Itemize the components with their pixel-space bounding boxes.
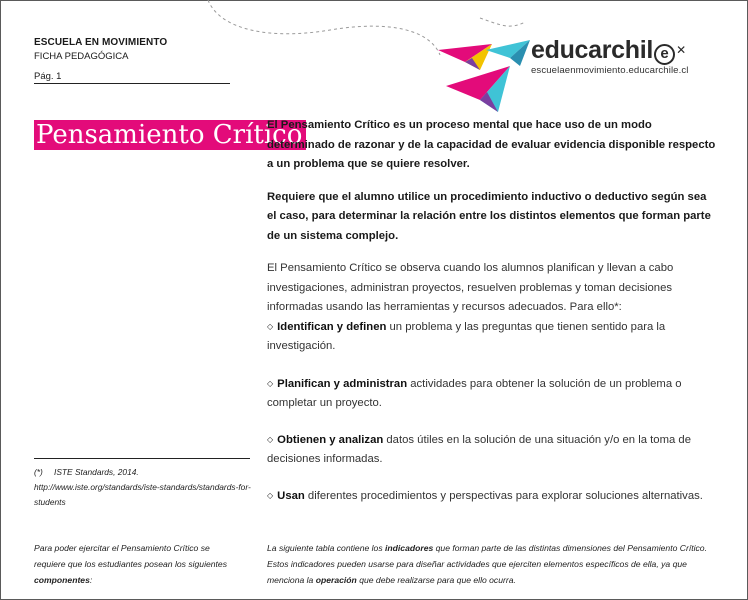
diamond-bullet-icon: ◇ xyxy=(267,321,274,331)
main-content xyxy=(267,116,717,506)
list-item-text: datos útiles en la solución de una situación y/o en la toma de decisiones informadas. xyxy=(267,433,691,465)
title-highlight: Pensamiento Crítico xyxy=(34,120,306,150)
indicators-bold-2: operación xyxy=(315,575,357,585)
intro-paragraph: El Pensamiento Crítico se observa cuando los alumnos planifican y llevan a cabo investigaciones, administran proyectos, resuelven problemas y toman decisiones informadas usando las herramientas y recursos adecuados. Para ello*: xyxy=(267,262,674,313)
footnote-marker: (*) xyxy=(34,467,43,477)
paper-plane-icon xyxy=(486,40,530,66)
list-item xyxy=(267,487,717,507)
diamond-bullet-icon: ◇ xyxy=(267,378,274,388)
page-title xyxy=(34,119,306,151)
requirement-paragraph: Requiere que el alumno utilice un procedimiento inductivo o deductivo según sea el caso, para determinar la relación entre los distintos elementos que forman parte de un sistema complejo. xyxy=(267,190,711,242)
list-item-bold: Obtienen y analizan xyxy=(277,433,384,446)
components-intro-end: : xyxy=(89,575,93,585)
list-item xyxy=(267,431,717,470)
list-item-bold: Planifican y administran xyxy=(277,377,408,390)
list-item-bold: Usan xyxy=(277,489,305,502)
page-number: Pág. 1 xyxy=(34,71,62,82)
indicators-text-3: que debe realizarse para que ello ocurra. xyxy=(356,575,516,585)
indicators-intro xyxy=(267,540,712,588)
paper-planes-decoration xyxy=(180,0,560,125)
diamond-bullet-icon: ◇ xyxy=(267,490,274,500)
indicators-text-1: La siguiente tabla contiene los xyxy=(267,543,386,553)
definition-paragraph: El Pensamiento Crítico es un proceso mental que hace uso de un modo determinado de razonar y de la capacidad de evaluar evidencia disponible respecto a un problema que se quiere resolver. xyxy=(267,119,716,170)
paper-plane-icon xyxy=(446,66,510,112)
list-item-text: un problema y las preguntas que tienen sentido para la investigación. xyxy=(267,320,666,352)
brand-url: escuelaenmovimiento.educarchile.cl xyxy=(531,65,689,76)
educarchile-logo xyxy=(531,36,689,76)
brand-e-mark: e xyxy=(654,44,675,65)
list-item-text: diferentes procedimientos y perspectivas para explorar soluciones alternativas. xyxy=(304,489,703,502)
components-intro-bold: componentes xyxy=(34,575,90,585)
brand-name: educarchil xyxy=(531,36,654,64)
components-intro-text: Para poder ejercitar el Pensamiento Crítico se requiere que los estudiantes posean los siguientes xyxy=(34,543,228,569)
components-intro xyxy=(34,540,234,588)
list-item xyxy=(267,375,717,414)
list-item xyxy=(267,318,717,357)
dashed-trail-right xyxy=(480,18,525,26)
list-item-bold: Identifican y definen xyxy=(277,320,387,333)
diamond-bullet-icon: ◇ xyxy=(267,434,274,444)
footnote-text: ISTE Standards, 2014. http://www.iste.org/standards/iste-standards/standards-for-students xyxy=(34,467,251,507)
footnote-divider xyxy=(34,458,250,459)
indicators-text-2: que forman parte de las distintas dimensiones del Pensamiento Crítico. Estos indicadores pueden usarse para diseñar actividades que ejerciten elementos específicos de ella, ya que menciona la xyxy=(267,543,707,585)
list-item-text: actividades para obtener la solución de un problema o completar un proyecto. xyxy=(267,377,682,409)
dashed-trail xyxy=(208,0,440,55)
footnote xyxy=(34,465,254,510)
indicators-bold-1: indicadores xyxy=(385,543,434,553)
paper-plane-icon xyxy=(438,44,492,70)
org-name: ESCUELA EN MOVIMIENTO xyxy=(34,37,168,48)
chevron-right-icon: ✕ xyxy=(676,43,687,57)
document-type: FICHA PEDAGÓGICA xyxy=(34,51,129,62)
document-header xyxy=(34,36,167,84)
